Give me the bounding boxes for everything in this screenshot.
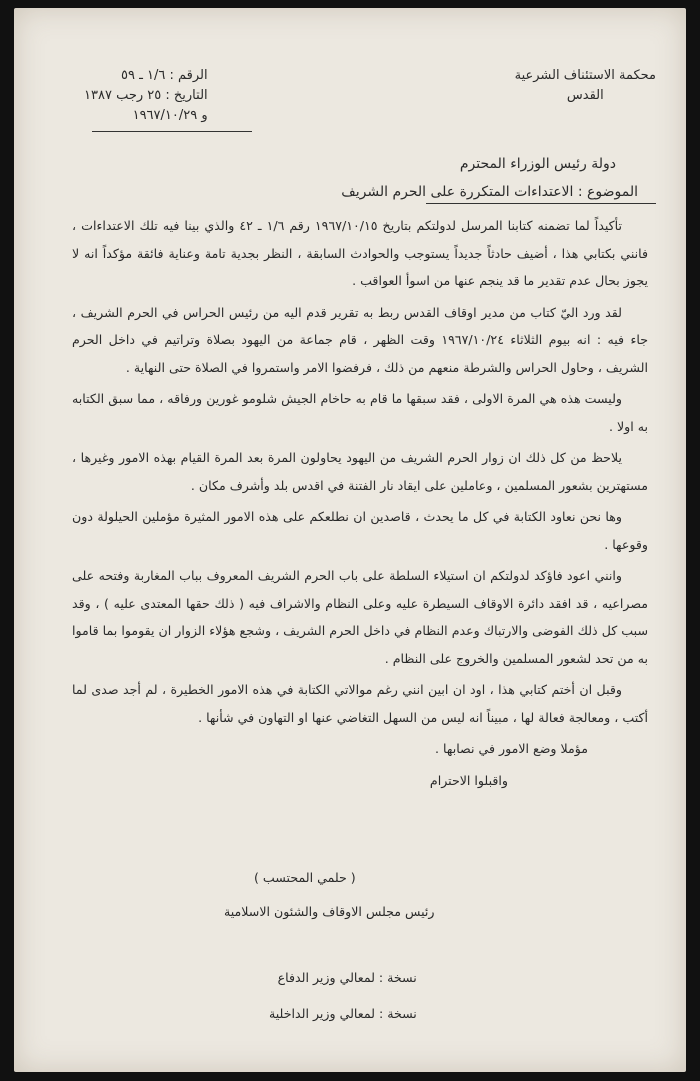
closing-respect: واقبلوا الاحترام [429, 772, 508, 788]
reference-number: الرقم : ١/٦ ـ ٥٩ [120, 68, 208, 83]
gregorian-date: و ١٩٦٧/١٠/٢٩ [132, 108, 208, 123]
paragraph-3: وليست هذه هي المرة الاولى ، فقد سبقها ما قام به حاخام الجيش شلومو غورين ورفاقه ، مما سبق الكتابه به اولا . [72, 391, 648, 434]
subject-line: الموضوع : الاعتداءات المتكررة على الحرم الشريف [341, 184, 638, 200]
paragraph-7: وقبل ان أختم كتابي هذا ، اود ان ابين انني رغم موالاتي الكتابة في هذه الامور الخطيرة ، لم أجد صدى لما أكتب ، ومعالجة فعالة لها ، مبيناً انه ليس من السهل التغاضي عنها او التهاون في شأنها . [72, 682, 648, 725]
addressee: دولة رئيس الوزراء المحترم [459, 156, 616, 172]
reference-underline [92, 131, 252, 132]
copy-interior: نسخة : لمعالي وزير الداخلية [269, 1006, 417, 1021]
subject-underline [426, 203, 656, 204]
paragraph-6: وانني اعود فاؤكد لدولتكم ان استيلاء السلطة على باب الحرم الشريف المعروف بباب المغاربة وفتحه على مصراعيه ، قد افقد دائرة الاوقاف السيطرة عليه وعلى النظام والاشراف فيه ( ذلك حقها المعتدى عليه ) ، وقد سبب كل ذلك الفوضى والارتباك وعدم النظام في داخل الحرم الشريف ، وشجع هؤلاء الزوار ان يقوموا بما قاموا به من تحد لشعور المسلمين والخروج على النظام . [72, 568, 648, 666]
paragraph-1: تأكيداً لما تضمنه كتابنا المرسل لدولتكم بتاريخ ١٩٦٧/١٠/١٥ رقم ١/٦ ـ ٤٢ والذي بينا فيه تلك الاعتداءات ، فانني بكتابي هذا ، أضيف حادثاً جديداً يستوجب والحوادث السابقة ، النظر بجدية تامة وعناية فائقة مؤكداً انه لا يجوز بحال عدم تقدير ما قد ينجم عنها من اسوأ العواقب . [72, 218, 648, 288]
signatory-name: ( حلمي المحتسب ) [254, 870, 356, 885]
hijri-date: التاريخ : ٢٥ رجب ١٣٨٧ [84, 88, 208, 103]
copy-defense: نسخة : لمعالي وزير الدفاع [277, 970, 417, 985]
copies-list [269, 960, 417, 1032]
paragraph-5: وها نحن نعاود الكتابة في كل ما يحدث ، قاصدين ان نطلعكم على هذه الامور المثيرة مؤملين الحيلولة دون وقوعها . [72, 509, 648, 552]
court-city: القدس [566, 88, 604, 103]
reference-block [84, 66, 208, 126]
court-name: محكمة الاستئناف الشرعية [514, 68, 656, 83]
signatory-title: رئيس مجلس الاوقاف والشئون الاسلامية [224, 904, 435, 919]
letter-body [72, 212, 648, 798]
paragraph-2: لقد ورد اليّ كتاب من مدير اوقاف القدس ربط به تقرير قدم اليه من رئيس الحراس في الحرم الشريف ، جاء فيه : انه بيوم الثلاثاء ١٩٦٧/١٠/٢٤ وقت الظهر ، قام جماعة من اليهود بصلاة وتراتيم في داخل الحرم الشريف ، وحاول الحراس والشرطة منعهم من ذلك ، فرفضوا الامر واستمروا في الصلاة حتى النهاية . [72, 304, 648, 375]
court-header [515, 66, 656, 106]
closing-hope: مؤملا وضع الامور في نصابها . [435, 741, 588, 756]
paragraph-4: يلاحظ من كل ذلك ان زوار الحرم الشريف من اليهود يحاولون المرة بعد المرة القيام بهذه الامور وغيرها ، مستهترين بشعور المسلمين ، وعاملين على ايقاد نار الفتنة في اقدس بلد وأشرف مكان . [72, 450, 648, 493]
document-page [14, 8, 686, 1072]
